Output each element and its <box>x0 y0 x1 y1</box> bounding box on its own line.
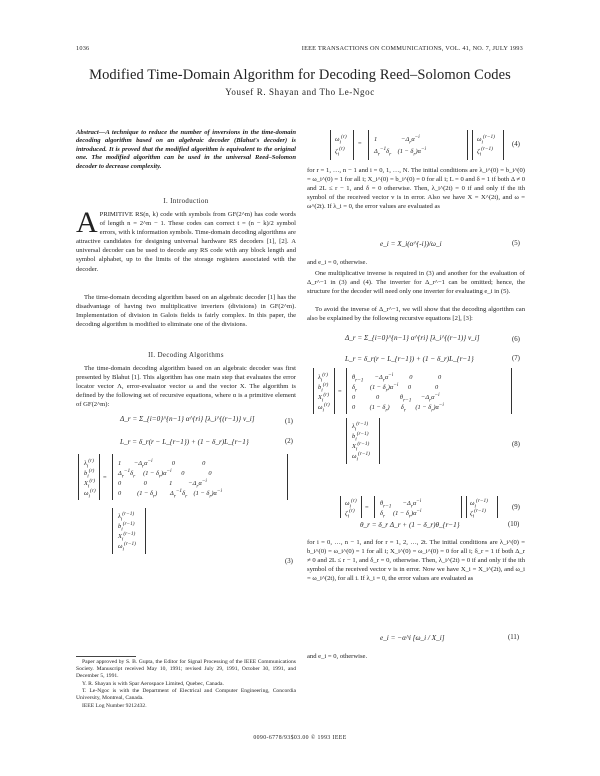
matrix-coeff-row: 0 $(1 - \delta_r)$ $\Delta_r^{-1}\delta_r$ $(1 - \delta_r)\alpha^{-i}$ <box>118 488 222 500</box>
dropcap: A <box>76 206 98 239</box>
matrix-lhs-row: $\lambda_i^{(r)}$ <box>84 458 94 470</box>
eq4-equals: = <box>358 140 362 147</box>
right-paragraph-6: and e_i = 0, otherwise. <box>307 653 368 660</box>
footnote-rule <box>76 656 136 657</box>
right-paragraph-2: and e_i = 0, otherwise. <box>307 259 368 266</box>
eq8-coeff-row: $\theta_{r-1}$ $-\Delta_r\alpha^{-i}$ 0 0 <box>352 372 442 384</box>
journal-header: IEEE TRANSACTIONS ON COMMUNICATIONS, VOL. 41, NO. 7, JULY 1993 <box>301 45 523 52</box>
eq4-lhs-row: $\zeta_i^{(r)}$ <box>335 146 345 158</box>
section-heading-decoding: II. Decoding Algorithms <box>148 352 224 359</box>
intro-paragraph-1-text: PRIMITIVE RS(n, k) code with symbols from GF(2^m) has code words of length n = 2^m − 1. These codes can correct t = (n − k)/2 symbol errors, with k information symbols. Time-domain decoding algorithms are attractive candidates for designing universal hardware RS decoders [1], [2]. A universal decoder can be used to decode any RS code with any block length and symbol alphabet, up to the limits of the storage registers associated with the decoder. <box>76 211 296 273</box>
matrix-coeff-row: 1 $-\Delta_r\alpha^{-i}$ 0 0 <box>118 458 206 470</box>
equation-6-number: (6) <box>512 336 520 343</box>
eq8-rhs-row: $\lambda_i^{(r-1)}$ <box>352 421 369 433</box>
equation-1-number: (1) <box>285 418 293 425</box>
copyright-line: 0090-6778/93$03.00 © 1993 IEEE <box>253 735 347 741</box>
abstract-text: A technique to reduce the number of inversions in the time-domain decoding algorithm based on an algebraic decoder (Blahut's decoder) is introduced. It is proved that the modified algorithm is equivalent to the original one. The modified algorithm can be used in the universal Reed–Solomon decoder to decrease complexity. <box>76 129 296 170</box>
matrix-lhs-row: $b_i^{(r)}$ <box>84 468 95 480</box>
right-paragraph-4: To avoid the inverse of Δ_r^−1, we will show that the decoding algorithm can also be explained by the following recursive equations [2], [3]: <box>307 306 525 323</box>
eq4-lhs-row: $\omega_i^{(r)}$ <box>335 134 347 146</box>
eq9-rhs-row: $\omega_i^{(r-1)}$ <box>470 498 488 510</box>
right-paragraph-5: for i = 0, …, n − 1, and for r = 1, 2, …, 2t. The initial conditions are λ_i^(0) = b_i^(0) = ω_i^(0) = 1 for all i; X_i^(0) = ω_i^(0) = 0 for all i; δ_r = 1 if both Δ_r ≠ 0 and 2L ≤ r − 1, and δ_r = 0, otherwise. Then, λ_i^(2t) = 0 if and only if the ith symbol of the received vector v is in error. Now we have X_i = X_i^(2t), and ω_i = ω_i^(2t), for all i. If λ_i = 0, the error values are evaluated as <box>307 539 525 583</box>
abstract <box>76 129 296 171</box>
eq8-rhs-row: $X_i^{(r-1)}$ <box>352 441 370 453</box>
matrix-rhs-row: $\lambda_i^{(r-1)}$ <box>118 511 135 523</box>
eq8-coeff-row: 0 0 $\theta_{r-1}$ $-\Delta_r\alpha^{-i}$ <box>352 392 440 404</box>
eq4-rhs-row: $\omega_i^{(r-1)}$ <box>477 134 495 146</box>
equation-5: e_i = X_i(α^{-i})/ω_i <box>380 240 442 248</box>
eq8-lhs-row: $\lambda_i^{(r)}$ <box>318 372 328 384</box>
eq8-lhs-row: $X_i^{(r)}$ <box>318 392 330 404</box>
eq4-coeff-row: $\Delta_r^{-1}\delta_r$ $(1 - \delta_r)\alpha^{-i}$ <box>374 146 427 158</box>
equation-11: e_i = −α^i [ω_i / X_i] <box>380 634 445 642</box>
paper-title: Modified Time-Domain Algorithm for Decoding Reed–Solomon Codes <box>89 67 511 83</box>
equation-9-number: (9) <box>512 504 520 511</box>
paper-authors: Yousef R. Shayan and Tho Le-Ngoc <box>225 87 375 97</box>
matrix-coeff-row: 0 0 1 $-\Delta_r\alpha^{-i}$ <box>118 478 207 490</box>
eq9-lhs-row: $\omega_i^{(r)}$ <box>345 498 357 510</box>
section-heading-introduction: I. Introduction <box>163 198 209 205</box>
page-number: 1036 <box>76 45 90 52</box>
eq9-equals: = <box>365 504 369 511</box>
equation-3-number: (3) <box>285 558 293 565</box>
equation-7-number: (7) <box>512 355 520 362</box>
abstract-lead: Abstract— <box>76 129 106 136</box>
equation-2-number: (2) <box>285 438 293 445</box>
equation-1: Δ_r = Σ_{i=0}^{n−1} α^{ri} [λ_i^{(r−1)} v_i] <box>120 415 255 423</box>
footnote-affiliation-1: Y. R. Shayan is with Spar Aerospace Limited, Quebec, Canada. <box>82 681 224 687</box>
right-paragraph-3: One multiplicative inverse is required in (3) and another for the evaluation of Δ_r^−1 in (3) and (4). The inverter for Δ_r^−1 can be omitted; hence, the structure for the decoder will need only one inverter for evaluating e_i in (5). <box>307 270 525 296</box>
matrix-rhs-row: $X_i^{(r-1)}$ <box>118 531 136 543</box>
equation-11-number: (11) <box>508 634 520 641</box>
eq8-rhs-row: $\omega_i^{(r-1)}$ <box>352 451 370 463</box>
eq9-coeff-row: $\theta_{r-1}$ $-\Delta_r\alpha^{-i}$ <box>380 498 422 510</box>
intro-paragraph-1 <box>76 206 296 274</box>
eq8-coeff-row: 0 $(1 - \delta_r)$ $\delta_r$ $(1 - \delta_r)\alpha^{-i}$ <box>352 402 444 414</box>
matrix-rhs-row: $\omega_i^{(r-1)}$ <box>118 541 136 553</box>
matrix-lhs-row: $X_i^{(r)}$ <box>84 478 96 490</box>
equation-8-number: (8) <box>512 441 520 448</box>
eq4-rhs-row: $\zeta_i^{(r-1)}$ <box>477 146 493 158</box>
eq8-lhs-row: $\omega_i^{(r)}$ <box>318 402 330 414</box>
matrix-rhs-row: $b_i^{(r-1)}$ <box>118 521 135 533</box>
eq8-equals: = <box>338 388 342 395</box>
eq8-rhs-row: $b_i^{(r-1)}$ <box>352 431 369 443</box>
eq9-coeff-row: $\delta_r$ $(1 - \delta_r)\alpha^{-i}$ <box>380 508 422 520</box>
equals-sign: = <box>103 474 107 481</box>
equation-10: θ_r = δ_r Δ_r + (1 − δ_r)θ_{r−1} <box>360 521 460 529</box>
equation-5-number: (5) <box>512 240 520 247</box>
equation-4-number: (4) <box>512 141 520 148</box>
footnote-affiliation-2: T. Le-Ngoc is with the Department of Electrical and Computer Engineering, Concordia University, Montreal, Canada. <box>76 688 296 702</box>
equation-6: Δ_r = Σ_{i=0}^{n−1} α^{ri} [λ_i^{(r−1)} v_i] <box>345 334 480 342</box>
eq4-coeff-row: 1 $-\Delta_r\alpha^{-i}$ <box>374 134 420 146</box>
equation-7: L_r = δ_r(r − L_{r−1}) + (1 − δ_r)L_{r−1} <box>345 355 474 363</box>
footnote-log-number: IEEE Log Number 9212432. <box>82 703 147 709</box>
equation-2: L_r = δ_r(r − L_{r−1}) + (1 − δ_r)L_{r−1} <box>120 438 249 446</box>
eq9-rhs-row: $\zeta_i^{(r-1)}$ <box>470 508 486 520</box>
right-paragraph-1: for r = 1, …, n − 1 and i = 0, 1, …, N. The initial conditions are λ_i^(0) = b_i^(0) = ω_i^(0) = 1 for all i; X_i^(0) = b_i^(0) = 0 for all i; L = 0 and δ = 1 if both Δ ≠ 0 and 2L ≤ r − 1, and δ = 0 otherwise. Then, λ_i^(2t) = 0 if and only if the ith symbol of the received vector v is in error. Also we have X = X^(2t), and ω = ω^(2t). If λ_i = 0, the error values are evaluated as <box>307 167 525 211</box>
eq9-lhs-row: $\zeta_i^{(r)}$ <box>345 508 355 520</box>
matrix-coeff-row: $\Delta_r^{-1}\delta_r$ $(1 - \delta_r)\alpha^{-i}$ 0 0 <box>118 468 212 480</box>
footnote-editor: Paper approved by S. B. Gupta, the Editor for Signal Processing of the IEEE Communications Society. Manuscript received May 10, 1991; revised July 29, 1991, October 30, 1991, and December 5, 1991. <box>76 659 296 680</box>
eq8-lhs-row: $b_i^{(r)}$ <box>318 382 329 394</box>
eq8-coeff-row: $\delta_r$ $(1 - \delta_r)\alpha^{-i}$ 0 0 <box>352 382 439 394</box>
equation-10-number: (10) <box>508 521 520 528</box>
intro-paragraph-2: The time-domain decoding algorithm based on an algebraic decoder [1] has the disadvantage of having two multiplicative inverters (divisions) in GF(2^m). Implementation of division in Galois fields is fairly complex. In this paper, the decoding algorithm is modified to eliminate one of the divisions. <box>76 294 296 329</box>
matrix-lhs-row: $\omega_i^{(r)}$ <box>84 488 96 500</box>
decoding-paragraph-1: The time-domain decoding algorithm based on an algebraic decoder was first presented by Blahut [1]. This algorithm has one main step that evaluates the error locator vector Λ, error-evaluator vector ω and the vector X. The algorithm is defined by the following set of recursive equations, where α is a primitive element of GF(2^m): <box>76 365 296 409</box>
